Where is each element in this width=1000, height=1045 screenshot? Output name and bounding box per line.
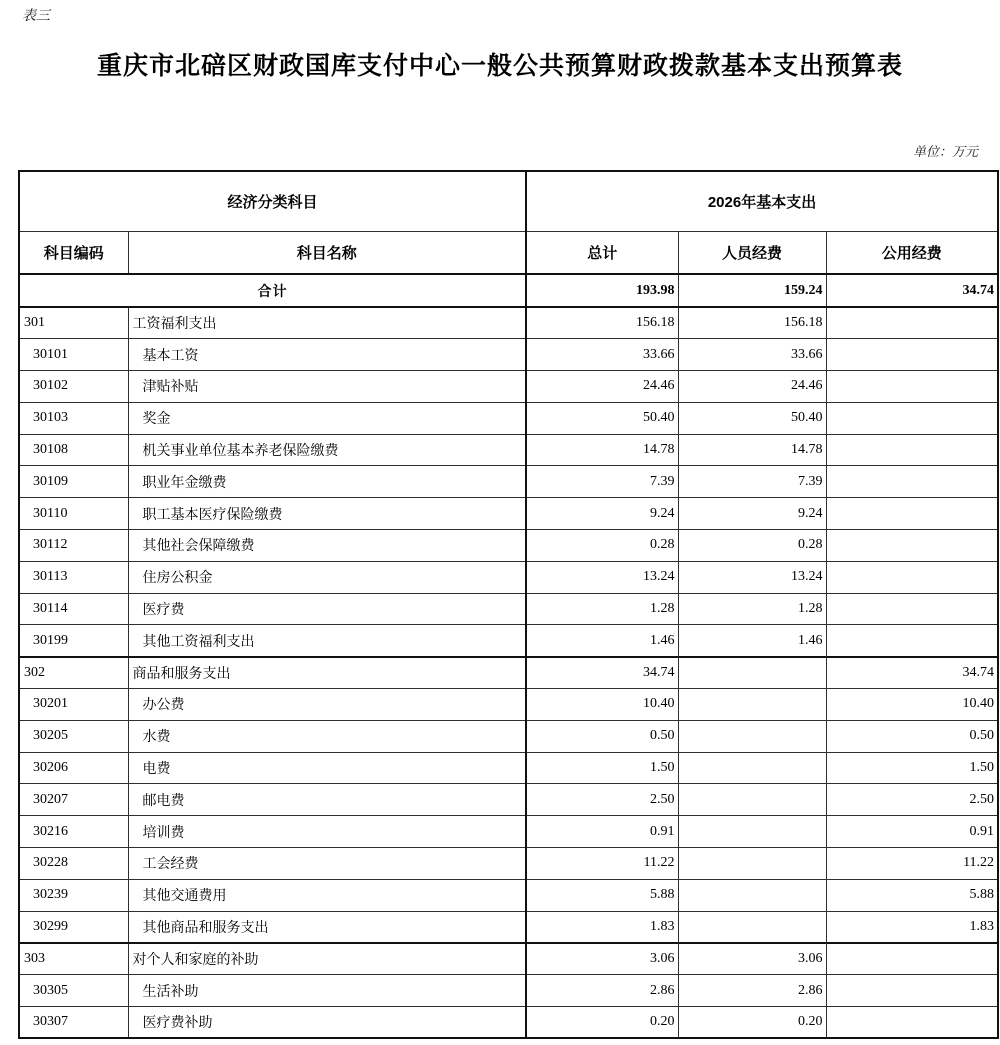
total-value-cell: 5.88 xyxy=(526,879,678,911)
public-value-cell xyxy=(826,466,998,498)
personnel-value-cell xyxy=(678,752,826,784)
public-value-cell: 0.50 xyxy=(826,720,998,752)
header-total: 总计 xyxy=(526,231,678,274)
table-number-label: 表三 xyxy=(22,9,50,24)
personnel-value-cell xyxy=(678,879,826,911)
subject-name-cell: 基本工资 xyxy=(128,339,526,371)
subject-code-cell: 30199 xyxy=(19,625,128,657)
header-group-row xyxy=(19,171,998,231)
subject-code-cell: 30113 xyxy=(19,561,128,593)
public-value-cell xyxy=(826,371,998,403)
public-value-cell xyxy=(826,1007,998,1039)
table-row xyxy=(19,593,998,625)
public-value-cell xyxy=(826,975,998,1007)
header-subject-code: 科目编码 xyxy=(19,231,128,274)
grand-total-label: 合计 xyxy=(19,274,526,307)
public-value-cell: 10.40 xyxy=(826,689,998,721)
table-row xyxy=(19,561,998,593)
total-value-cell: 0.28 xyxy=(526,530,678,562)
subject-name-cell: 其他商品和服务支出 xyxy=(128,911,526,943)
subject-name-cell: 培训费 xyxy=(128,816,526,848)
subject-name-cell: 住房公积金 xyxy=(128,561,526,593)
subject-name-cell: 邮电费 xyxy=(128,784,526,816)
public-value-cell: 1.83 xyxy=(826,911,998,943)
grand-total-personnel: 159.24 xyxy=(678,274,826,307)
subject-name-cell: 其他工资福利支出 xyxy=(128,625,526,657)
personnel-value-cell: 2.86 xyxy=(678,975,826,1007)
public-value-cell: 5.88 xyxy=(826,879,998,911)
subject-name-cell: 水费 xyxy=(128,720,526,752)
table-row xyxy=(19,1007,998,1039)
table-row xyxy=(19,911,998,943)
subject-code-cell: 30307 xyxy=(19,1007,128,1039)
unit-note: 单位：万元 xyxy=(912,144,978,159)
table-row xyxy=(19,371,998,403)
public-value-cell xyxy=(826,434,998,466)
subject-name-cell: 其他社会保障缴费 xyxy=(128,530,526,562)
public-value-cell: 0.91 xyxy=(826,816,998,848)
header-economic-classification: 经济分类科目 xyxy=(19,171,526,231)
total-value-cell: 1.46 xyxy=(526,625,678,657)
subject-name-cell: 电费 xyxy=(128,752,526,784)
total-value-cell: 50.40 xyxy=(526,402,678,434)
table-row xyxy=(19,498,998,530)
table-row xyxy=(19,625,998,657)
subject-code-cell: 301 xyxy=(19,307,128,339)
total-value-cell: 0.91 xyxy=(526,816,678,848)
subject-name-cell: 其他交通费用 xyxy=(128,879,526,911)
public-value-cell xyxy=(826,943,998,975)
public-value-cell xyxy=(826,402,998,434)
total-value-cell: 10.40 xyxy=(526,689,678,721)
total-value-cell: 34.74 xyxy=(526,657,678,689)
subject-name-cell: 办公费 xyxy=(128,689,526,721)
subject-code-cell: 303 xyxy=(19,943,128,975)
table-row xyxy=(19,434,998,466)
subject-name-cell: 职工基本医疗保险缴费 xyxy=(128,498,526,530)
subject-name-cell: 津贴补贴 xyxy=(128,371,526,403)
subject-name-cell: 工资福利支出 xyxy=(128,307,526,339)
personnel-value-cell: 7.39 xyxy=(678,466,826,498)
public-value-cell: 11.22 xyxy=(826,848,998,880)
grand-total-public: 34.74 xyxy=(826,274,998,307)
subject-code-cell: 30305 xyxy=(19,975,128,1007)
personnel-value-cell: 14.78 xyxy=(678,434,826,466)
personnel-value-cell xyxy=(678,784,826,816)
table-row xyxy=(19,848,998,880)
header-public-funds: 公用经费 xyxy=(826,231,998,274)
personnel-value-cell: 24.46 xyxy=(678,371,826,403)
table-row xyxy=(19,943,998,975)
page-title: 重庆市北碚区财政国库支付中心一般公共预算财政拨款基本支出预算表 xyxy=(96,52,903,80)
personnel-value-cell xyxy=(678,689,826,721)
total-value-cell: 0.50 xyxy=(526,720,678,752)
public-value-cell xyxy=(826,530,998,562)
personnel-value-cell xyxy=(678,720,826,752)
table-row xyxy=(19,784,998,816)
total-value-cell: 33.66 xyxy=(526,339,678,371)
public-value-cell xyxy=(826,593,998,625)
personnel-value-cell: 1.46 xyxy=(678,625,826,657)
table-row xyxy=(19,307,998,339)
personnel-value-cell: 0.20 xyxy=(678,1007,826,1039)
subject-code-cell: 30201 xyxy=(19,689,128,721)
public-value-cell xyxy=(826,339,998,371)
total-value-cell: 2.86 xyxy=(526,975,678,1007)
table-row xyxy=(19,879,998,911)
total-value-cell: 24.46 xyxy=(526,371,678,403)
subject-name-cell: 商品和服务支出 xyxy=(128,657,526,689)
total-value-cell: 9.24 xyxy=(526,498,678,530)
total-value-cell: 13.24 xyxy=(526,561,678,593)
subject-code-cell: 30216 xyxy=(19,816,128,848)
total-value-cell: 14.78 xyxy=(526,434,678,466)
table-row xyxy=(19,402,998,434)
grand-total-row xyxy=(19,274,998,307)
subject-code-cell: 30114 xyxy=(19,593,128,625)
subject-code-cell: 30109 xyxy=(19,466,128,498)
budget-table xyxy=(18,170,999,1039)
total-value-cell: 1.28 xyxy=(526,593,678,625)
table-row xyxy=(19,657,998,689)
table-row xyxy=(19,530,998,562)
personnel-value-cell: 50.40 xyxy=(678,402,826,434)
total-value-cell: 156.18 xyxy=(526,307,678,339)
table-row xyxy=(19,339,998,371)
total-value-cell: 11.22 xyxy=(526,848,678,880)
personnel-value-cell xyxy=(678,911,826,943)
personnel-value-cell: 9.24 xyxy=(678,498,826,530)
subject-code-cell: 30205 xyxy=(19,720,128,752)
subject-code-cell: 30112 xyxy=(19,530,128,562)
grand-total-total: 193.98 xyxy=(526,274,678,307)
subject-code-cell: 30206 xyxy=(19,752,128,784)
header-column-row xyxy=(19,231,998,274)
table-row xyxy=(19,752,998,784)
total-value-cell: 3.06 xyxy=(526,943,678,975)
public-value-cell xyxy=(826,625,998,657)
subject-code-cell: 30101 xyxy=(19,339,128,371)
total-value-cell: 7.39 xyxy=(526,466,678,498)
subject-code-cell: 30299 xyxy=(19,911,128,943)
subject-code-cell: 30207 xyxy=(19,784,128,816)
header-personnel-funds: 人员经费 xyxy=(678,231,826,274)
personnel-value-cell: 1.28 xyxy=(678,593,826,625)
subject-name-cell: 对个人和家庭的补助 xyxy=(128,943,526,975)
total-value-cell: 1.50 xyxy=(526,752,678,784)
subject-name-cell: 生活补助 xyxy=(128,975,526,1007)
personnel-value-cell: 3.06 xyxy=(678,943,826,975)
personnel-value-cell: 33.66 xyxy=(678,339,826,371)
total-value-cell: 1.83 xyxy=(526,911,678,943)
table-row xyxy=(19,720,998,752)
subject-name-cell: 职业年金缴费 xyxy=(128,466,526,498)
subject-code-cell: 30239 xyxy=(19,879,128,911)
table-row xyxy=(19,689,998,721)
public-value-cell: 34.74 xyxy=(826,657,998,689)
table-row xyxy=(19,816,998,848)
table-row xyxy=(19,466,998,498)
header-2026-basic-expenditure: 2026年基本支出 xyxy=(526,171,998,231)
table-row xyxy=(19,975,998,1007)
header-subject-name: 科目名称 xyxy=(128,231,526,274)
total-value-cell: 0.20 xyxy=(526,1007,678,1039)
subject-name-cell: 工会经费 xyxy=(128,848,526,880)
subject-code-cell: 30228 xyxy=(19,848,128,880)
public-value-cell xyxy=(826,307,998,339)
public-value-cell xyxy=(826,498,998,530)
subject-name-cell: 机关事业单位基本养老保险缴费 xyxy=(128,434,526,466)
personnel-value-cell xyxy=(678,848,826,880)
public-value-cell: 1.50 xyxy=(826,752,998,784)
personnel-value-cell: 156.18 xyxy=(678,307,826,339)
personnel-value-cell xyxy=(678,657,826,689)
subject-name-cell: 医疗费补助 xyxy=(128,1007,526,1039)
subject-code-cell: 30103 xyxy=(19,402,128,434)
total-value-cell: 2.50 xyxy=(526,784,678,816)
public-value-cell xyxy=(826,561,998,593)
public-value-cell: 2.50 xyxy=(826,784,998,816)
personnel-value-cell: 13.24 xyxy=(678,561,826,593)
subject-name-cell: 医疗费 xyxy=(128,593,526,625)
subject-code-cell: 302 xyxy=(19,657,128,689)
subject-code-cell: 30108 xyxy=(19,434,128,466)
subject-code-cell: 30110 xyxy=(19,498,128,530)
subject-code-cell: 30102 xyxy=(19,371,128,403)
subject-name-cell: 奖金 xyxy=(128,402,526,434)
personnel-value-cell xyxy=(678,816,826,848)
personnel-value-cell: 0.28 xyxy=(678,530,826,562)
